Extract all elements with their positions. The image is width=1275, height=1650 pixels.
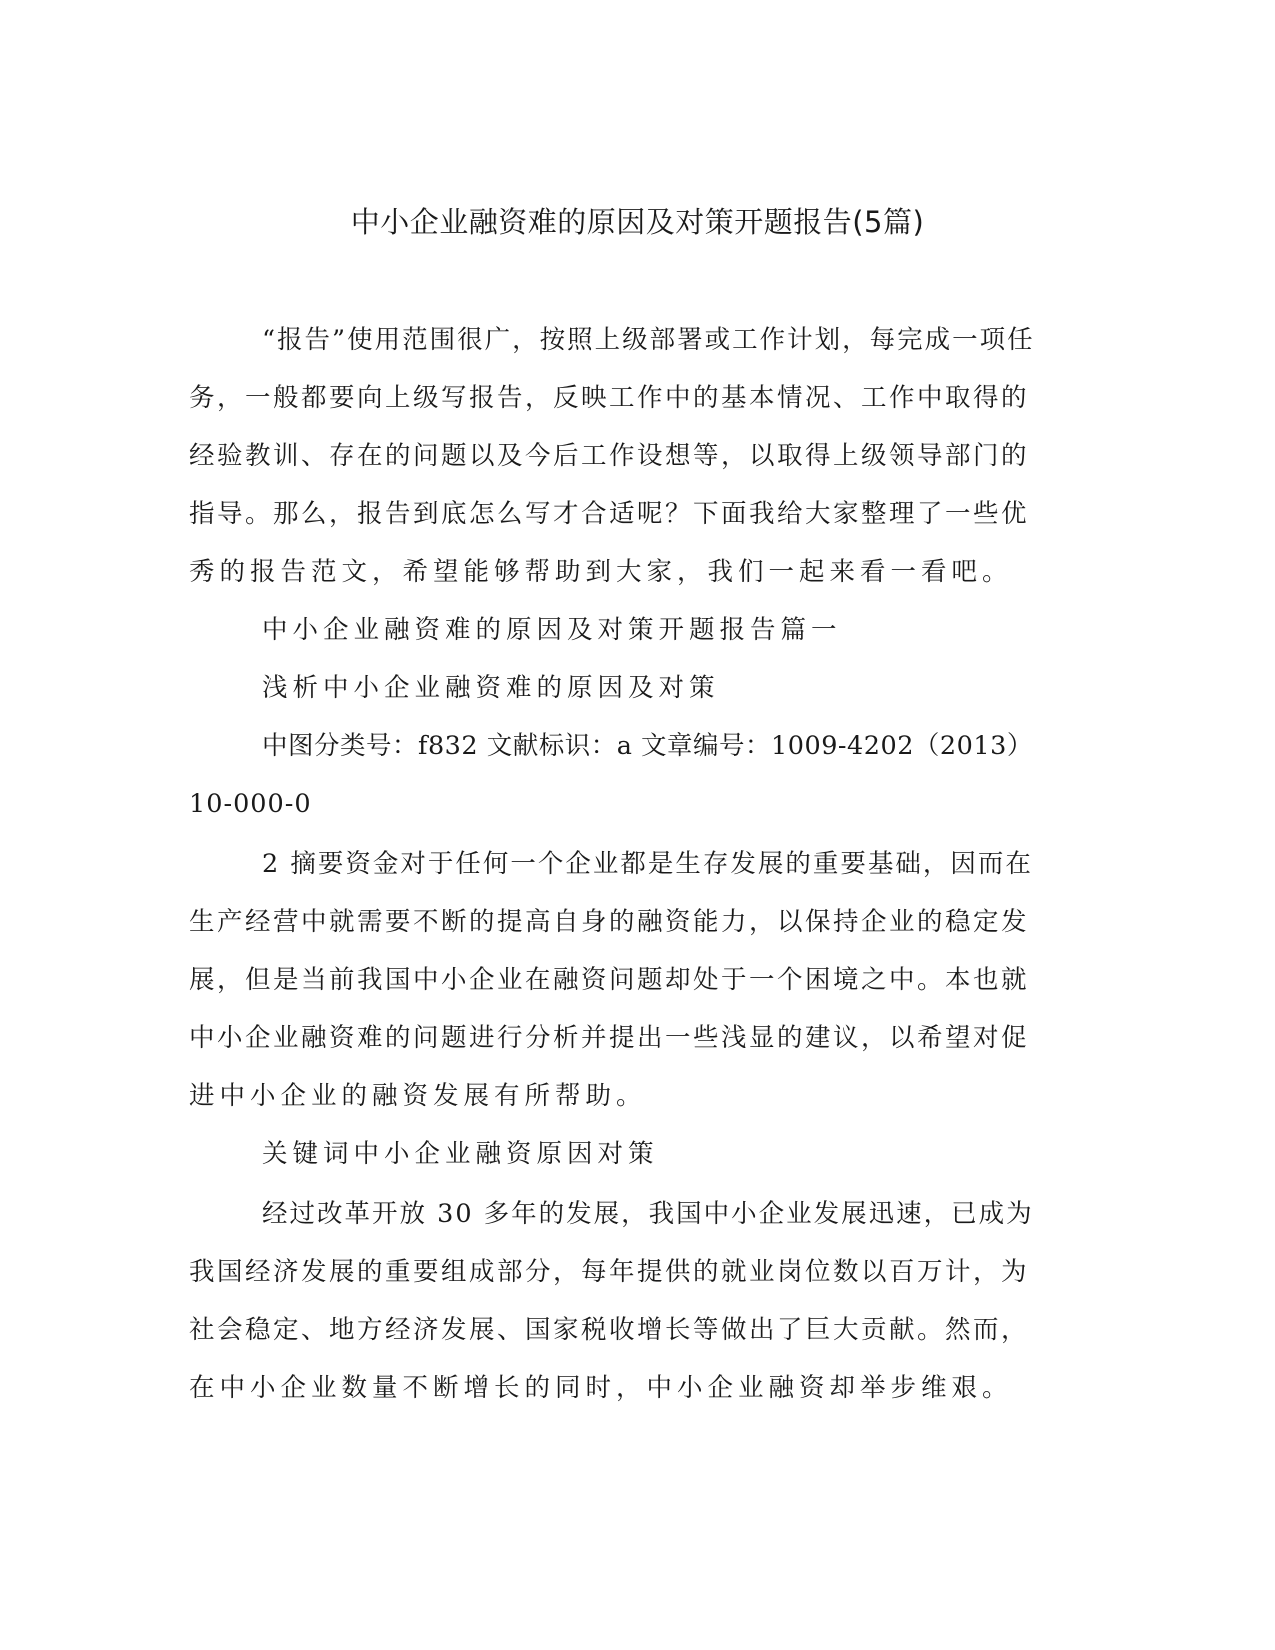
paragraph-line: 社会稳定、地方经济发展、国家税收增长等做出了巨大贡献。然而，: [189, 1315, 1030, 1345]
section-heading: 中小企业融资难的原因及对策开题报告篇一: [262, 615, 842, 645]
paragraph-line: 秀的报告范文，希望能够帮助到大家，我们一起来看一看吧。: [189, 557, 1013, 587]
paragraph-line: 我国经济发展的重要组成部分，每年提供的就业岗位数以百万计，为: [189, 1257, 1030, 1287]
abstract-line: 中小企业融资难的问题进行分析并提出一些浅显的建议，以希望对促: [189, 1023, 1030, 1053]
keywords-line: 关键词中小企业融资原因对策: [262, 1139, 659, 1169]
abstract-line: 生产经营中就需要不断的提高自身的融资能力，以保持企业的稳定发: [189, 907, 1030, 937]
paragraph-line: 经验教训、存在的问题以及今后工作设想等，以取得上级领导部门的: [189, 441, 1030, 471]
document-title: 中小企业融资难的原因及对策开题报告(5篇): [350, 205, 925, 239]
article-title: 浅析中小企业融资难的原因及对策: [262, 673, 720, 703]
classification-line: 10-000-0: [189, 789, 312, 819]
abstract-line: 2 摘要资金对于任何一个企业都是生存发展的重要基础，因而在: [262, 849, 1033, 879]
paragraph-line: “报告”使用范围很广，按照上级部署或工作计划，每完成一项任: [262, 325, 1035, 355]
paragraph-line: 务，一般都要向上级写报告，反映工作中的基本情况、工作中取得的: [189, 383, 1030, 413]
paragraph-line: 经过改革开放 30 多年的发展，我国中小企业发展迅速，已成为: [262, 1199, 1034, 1229]
classification-line: 中图分类号：f832 文献标识：a 文章编号：1009-4202（2013）: [262, 731, 1033, 761]
abstract-line: 进中小企业的融资发展有所帮助。: [189, 1081, 647, 1111]
paragraph-line: 在中小企业数量不断增长的同时，中小企业融资却举步维艰。: [189, 1373, 1013, 1403]
paragraph-line: 指导。那么，报告到底怎么写才合适呢？下面我给大家整理了一些优: [189, 499, 1030, 529]
abstract-line: 展，但是当前我国中小企业在融资问题却处于一个困境之中。本也就: [189, 965, 1030, 995]
